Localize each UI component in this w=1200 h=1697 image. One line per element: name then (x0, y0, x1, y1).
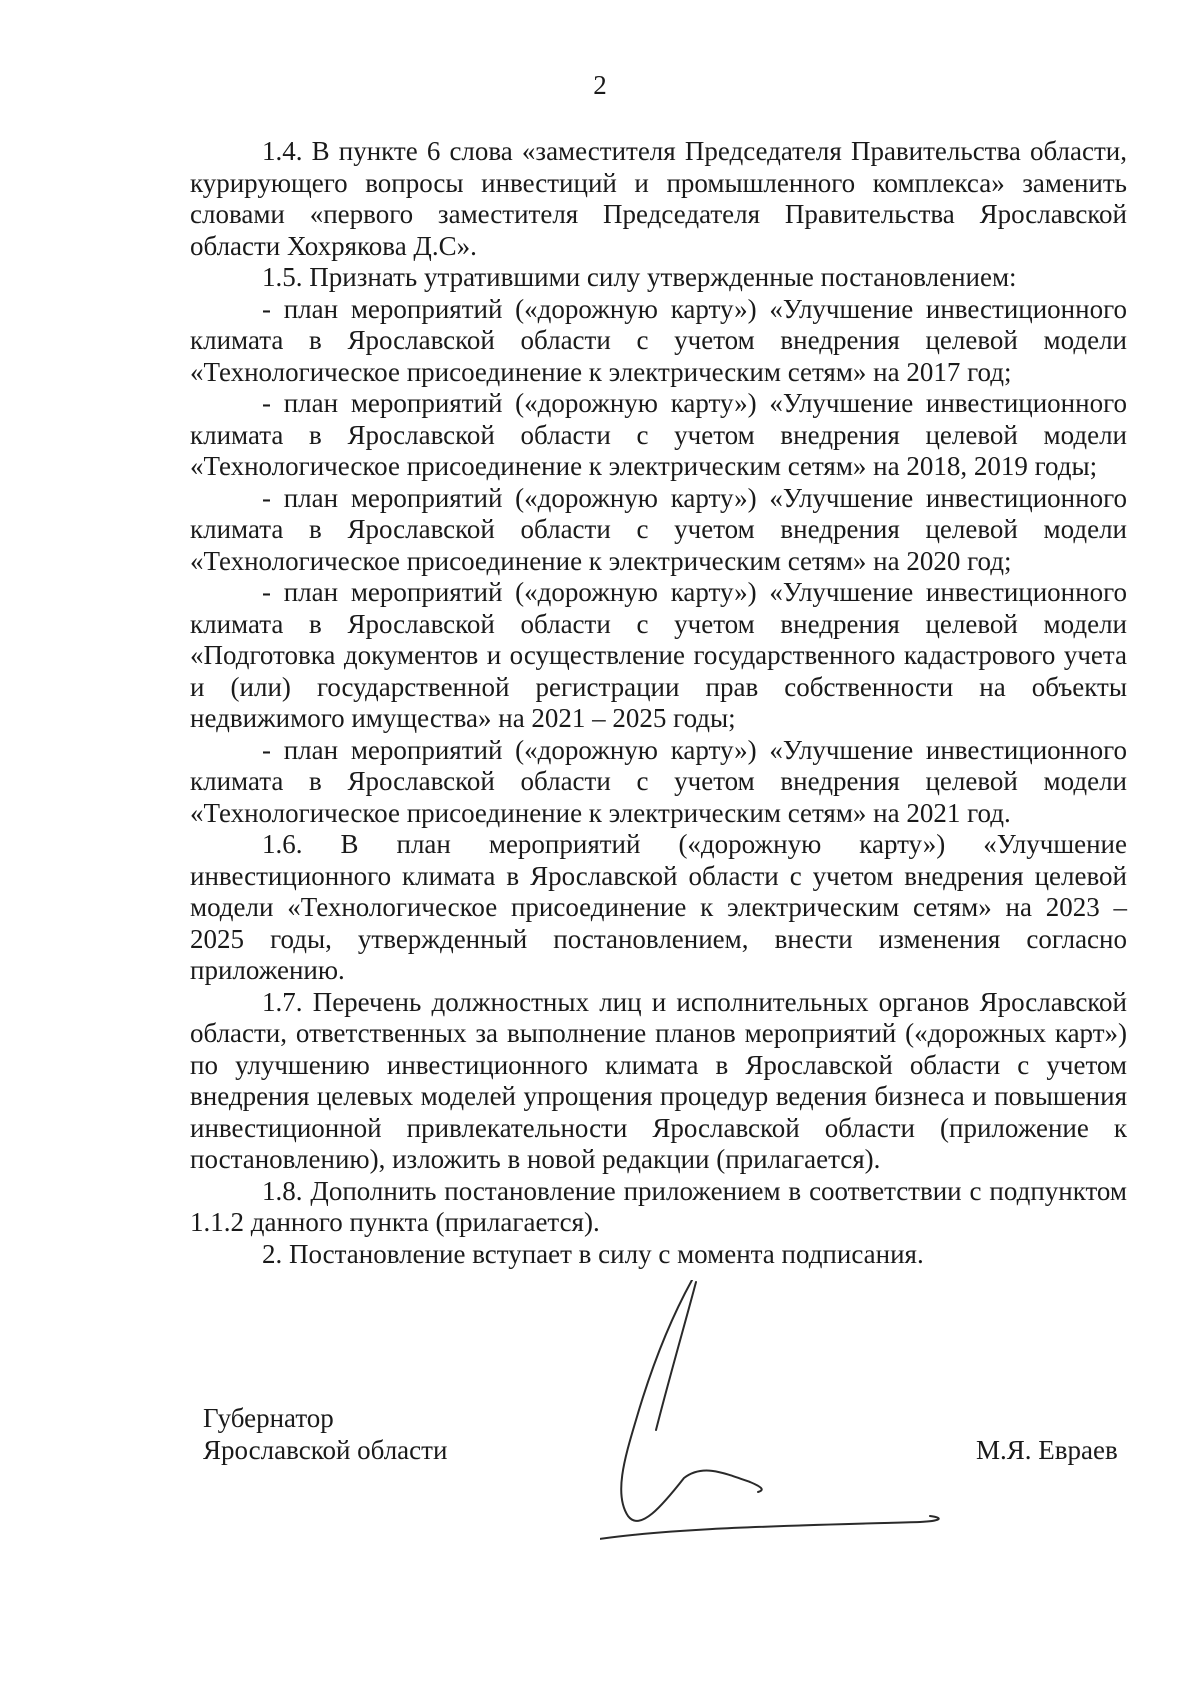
list-item-plan-2017: - план мероприятий («дорожную карту») «Улучшение инвестиционного климата в Ярославской области с учетом внедрения целевой модели «Технологическое присоединение к электрическим сетям» на 2017 год; (190, 293, 1127, 387)
paragraph-1-5: 1.5. Признать утратившими силу утвержденные постановлением: (262, 262, 1017, 292)
signatory-title-line-1: Губернатор (203, 1403, 334, 1433)
list-item-plan-cadastral: - план мероприятий («дорожную карту») «Улучшение инвестиционного климата в Ярославской области с учетом внедрения целевой модели «Подготовка документов и осуществление государственного кадастрового учета и (или) государственной регистрации прав собственности на объекты недвижимого имущества» на 2021 – 2025 годы; (190, 577, 1127, 733)
handwritten-signature (600, 1280, 1020, 1560)
paragraph-1-6: 1.6. В план мероприятий («дорожную карту») «Улучшение инвестиционного климата в Ярославской области с учетом внедрения целевой модели «Технологическое присоединение к электрическим сетям» на 2023 – 2025 годы, утвержденный постановлением, внести изменения согласно приложению. (190, 829, 1127, 985)
paragraph-2: 2. Постановление вступает в силу с момента подписания. (262, 1238, 924, 1269)
paragraph-1-8: 1.8. Дополнить постановление приложением в соответствии с подпунктом 1.1.2 данного пункта (прилагается). (190, 1175, 1127, 1237)
signatory-title-line-2: Ярославской области (203, 1435, 448, 1465)
paragraph-1-4: 1.4. В пункте 6 слова «заместителя Председателя Правительства области, курирующего вопросы инвестиций и промышленного комплекса» заменить словами «первого заместителя Председателя Правительства Ярославской области Хохрякова Д.С». (190, 136, 1127, 261)
page-number: 2 (593, 70, 607, 100)
signatory-title (203, 1402, 447, 1466)
list-item-plan-2021: - план мероприятий («дорожную карту») «Улучшение инвестиционного климата в Ярославской области с учетом внедрения целевой модели «Технологическое присоединение к электрическим сетям» на 2021 год. (190, 734, 1127, 828)
signatory-name: М.Я. Евраев (976, 1435, 1118, 1465)
list-item-plan-2018-2019: - план мероприятий («дорожную карту») «Улучшение инвестиционного климата в Ярославской области с учетом внедрения целевой модели «Технологическое присоединение к электрическим сетям» на 2018, 2019 годы; (190, 388, 1127, 481)
document-body (190, 136, 1127, 1270)
list-item-plan-2020: - план мероприятий («дорожную карту») «Улучшение инвестиционного климата в Ярославской области с учетом внедрения целевой модели «Технологическое присоединение к электрическим сетям» на 2020 год; (190, 482, 1127, 576)
paragraph-1-7: 1.7. Перечень должностных лиц и исполнительных органов Ярославской области, ответственных за выполнение планов мероприятий («дорожных карт») по улучшению инвестиционного климата в Ярославской области с учетом внедрения целевых моделей упрощения процедур ведения бизнеса и повышения инвестиционной привлекательности Ярославской области (приложение к постановлению), изложить в новой редакции (прилагается). (190, 986, 1127, 1174)
